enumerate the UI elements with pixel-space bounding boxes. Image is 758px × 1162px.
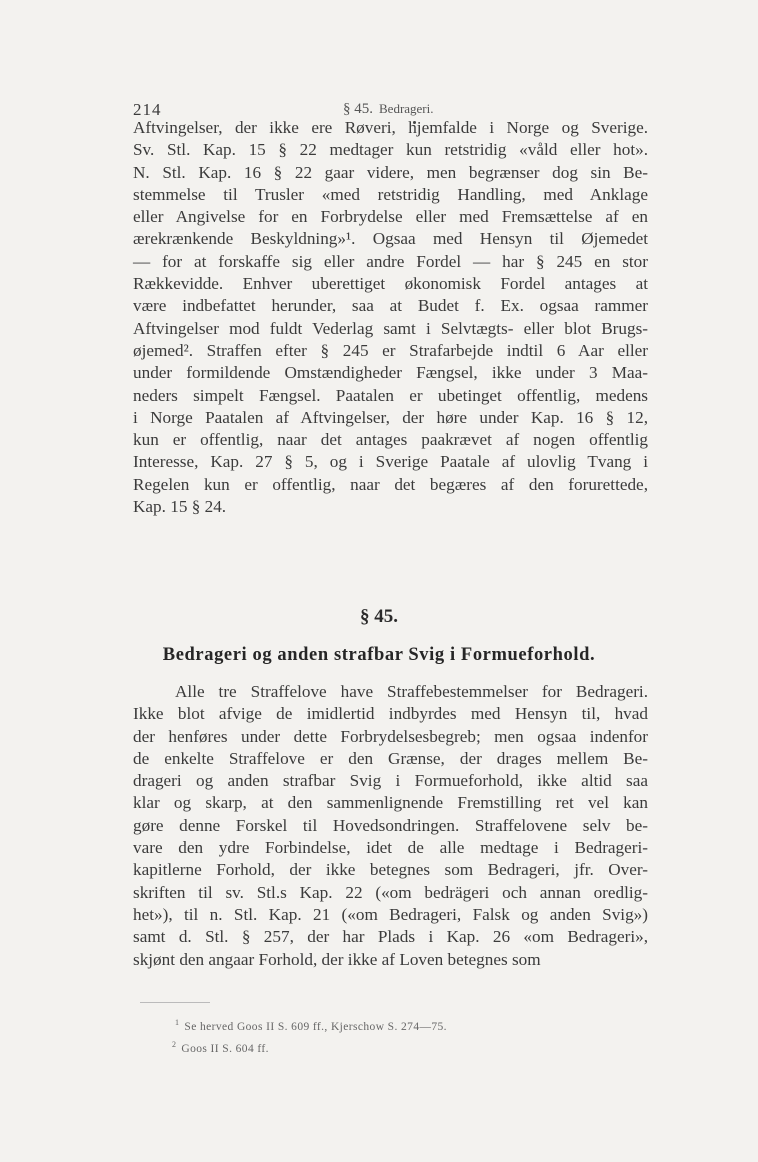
text-line: skjønt den angaar Forhold, der ikke af Loven betegnes som <box>133 949 541 969</box>
page-number: 214 <box>133 100 162 119</box>
text-line: Aftvingelser mod fuldt Vederlag samt i Selvtægts- eller blot Brugs- <box>133 318 648 338</box>
text-line: N. Stl. Kap. 16 § 22 gaar videre, men begrænser dog sin Be- <box>133 162 648 182</box>
text-line: Rækkevidde. Enhver uberettiget økonomisk Fordel antages at <box>133 274 648 294</box>
text-line: skriften til sv. Stl.s Kap. 22 («om bedrägeri och annan oredlig- <box>133 882 648 902</box>
running-head-section: § 45. <box>343 101 373 117</box>
footnote-text: Se herved Goos II S. 609 ff., Kjerschow S. 274—75. <box>184 1020 447 1033</box>
text-line: under formildende Omstændigheder Fængsel, ikke under 3 Maa- <box>133 363 648 383</box>
footnote-mark: 2 <box>172 1040 177 1049</box>
text-line: kun er offentlig, naar det antages paakrævet af nogen offentlig <box>133 430 648 450</box>
text-line: gøre denne Forskel til Hovedsondringen. Straffelovene selv be- <box>133 815 648 835</box>
text-line: eller Angivelse for en Forbrydelse eller med Fremsættelse af en <box>133 207 648 227</box>
footnote-1 <box>175 1018 447 1033</box>
paragraph-1 <box>133 117 648 518</box>
text-line: Interesse, Kap. 27 § 5, og i Sverige Paatale af ulovlig Tvang i <box>133 452 648 472</box>
paragraph-2 <box>133 681 648 971</box>
footnote-text: Goos II S. 604 ff. <box>181 1042 269 1055</box>
text-line: Alle tre Straffelove have Straffebestemmelser for Bedrageri. <box>175 682 648 701</box>
section-title: Bedrageri og anden strafbar Svig i Formueforhold. <box>162 645 596 665</box>
text-line: stemmelse til Trusler «med retstridig Handling, med Anklage <box>133 184 648 204</box>
running-head <box>343 101 434 118</box>
footnote-mark: 1 <box>175 1018 180 1027</box>
text-line: Regelen kun er offentlig, naar det begæres af den forurettede, <box>133 474 648 494</box>
section-number: § 45. <box>360 606 398 627</box>
text-line: ærekrænkende Beskyldning»¹. Ogsaa med Hensyn til Øjemedet <box>133 229 648 249</box>
footnote-2 <box>172 1040 269 1055</box>
text-line: der henføres under dette Forbrydelsesbegreb; men ogsaa indenfor <box>133 726 648 746</box>
text-line: kapitlerne Forhold, der ikke betegnes som Bedrageri, jfr. Over- <box>133 860 648 880</box>
text-line: vare den ydre Forbindelse, idet de alle medtage i Bedrageri- <box>133 838 648 858</box>
text-line: klar og skarp, at den sammenlignende Fremstilling ret vel kan <box>133 793 648 813</box>
text-line: de enkelte Straffelove er den Grænse, der drages mellem Be- <box>133 748 648 768</box>
text-line: Ikke blot afvige de imidlertid indbyrdes med Hensyn til, hvad <box>133 704 648 724</box>
text-line: drageri og anden strafbar Svig i Formueforhold, ikke altid saa <box>133 771 648 791</box>
text-line: Sv. Stl. Kap. 15 § 22 medtager kun retstridig «våld eller hot». <box>133 140 648 160</box>
running-head-title: Bedrageri. <box>379 101 434 116</box>
text-line: i Norge Paatalen af Aftvingelser, der høre under Kap. 16 § 12, <box>133 407 648 427</box>
text-line: het»), til n. Stl. Kap. 21 («om Bedrageri, Falsk og anden Svig») <box>133 904 648 924</box>
text-line: Kap. 15 § 24. <box>133 497 227 517</box>
text-line: neders simpelt Fængsel. Paatalen er ubetinget offentlig, medens <box>133 385 648 405</box>
text-line: samt d. Stl. § 257, der har Plads i Kap. 26 «om Bedrageri», <box>133 927 648 947</box>
footnote-divider <box>140 1002 210 1003</box>
text-line: øjemed². Straffen efter § 245 er Strafarbejde indtil 6 Aar eller <box>133 340 648 360</box>
text-line: være indbefattet herunder, saa at Budet f. Ex. ogsaa rammer <box>133 296 648 316</box>
text-line: — for at forskaffe sig eller andre Fordel — har § 245 en stor <box>133 251 648 271</box>
text-line: Aftvingelser, der ikke ere Røveri, hjemfalde i Norge og Sverige. <box>133 118 648 137</box>
